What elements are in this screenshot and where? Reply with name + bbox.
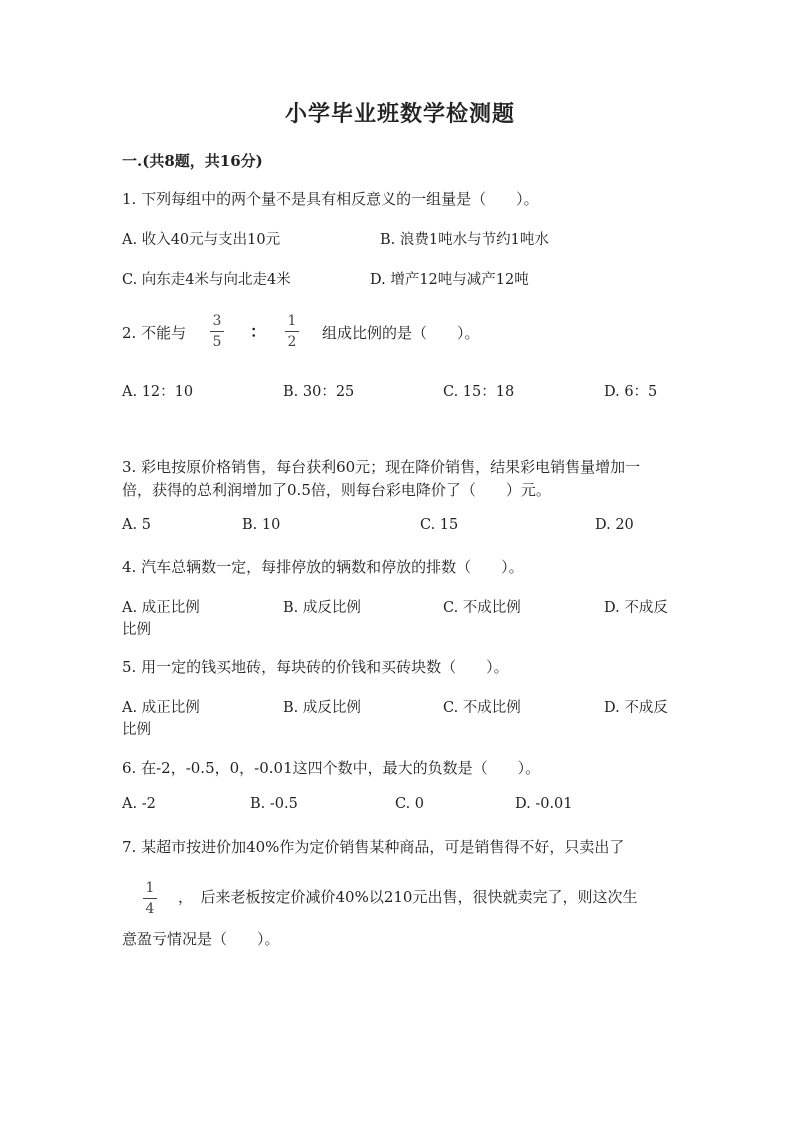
question-1-stem: 1. 下列每组中的两个量不是具有相反意义的一组量是（ ）。: [122, 190, 539, 208]
fraction-numerator: 1: [145, 880, 155, 896]
fraction-denominator: 4: [145, 901, 155, 917]
question-4-option-a: A. 成正比例: [122, 600, 200, 616]
question-5-option-d: D. 不成反: [604, 700, 668, 716]
question-6-option-c: C. 0: [395, 796, 425, 812]
question-2-option-d: D. 6：5: [604, 384, 658, 400]
fraction-denominator: 5: [212, 334, 222, 350]
fraction-numerator: 3: [212, 313, 222, 329]
question-2-stem-start: 2. 不能与: [122, 324, 187, 342]
question-7-stem-line-1: 7. 某超市按进价加40%作为定价销售某种商品，可是销售得不好，只卖出了: [122, 838, 625, 856]
question-6-option-b: B. -0.5: [250, 796, 298, 812]
question-2-ratio-colon: ：: [250, 322, 267, 341]
question-5-stem: 5. 用一定的钱买地砖，每块砖的价钱和买砖块数（ ）。: [122, 658, 509, 676]
question-6-stem: 6. 在-2，-0.5，0，-0.01这四个数中，最大的负数是（ ）。: [122, 759, 541, 777]
question-4-option-d: D. 不成反: [604, 600, 668, 616]
question-5-option-d-wrap: 比例: [122, 722, 151, 738]
question-2-stem-end: 组成比例的是（ ）。: [322, 324, 480, 342]
question-4-option-b: B. 成反比例: [283, 600, 361, 616]
question-3-stem-line-2: 倍，获得的总利润增加了0.5倍，则每台彩电降价了（ ）元。: [122, 481, 551, 499]
question-6-option-d: D. -0.01: [515, 796, 573, 812]
question-2-fraction-1: [210, 313, 224, 350]
fraction-denominator: 2: [287, 334, 297, 350]
question-4-option-c: C. 不成比例: [443, 600, 521, 616]
question-6-option-a: A. -2: [122, 796, 156, 812]
question-1-option-c: C. 向东走4米与向北走4米: [122, 272, 291, 288]
page-title: 小学毕业班数学检测题: [284, 101, 515, 127]
question-2-option-b: B. 30：25: [283, 384, 355, 400]
question-5-option-b: B. 成反比例: [283, 700, 361, 716]
question-3-option-c: C. 15: [420, 517, 459, 533]
question-1-option-d: D. 增产12吨与减产12吨: [370, 272, 529, 288]
fraction-numerator: 1: [287, 313, 297, 329]
question-3-stem-line-1: 3. 彩电按原价格销售，每台获利60元；现在降价销售，结果彩电销售量增加一: [122, 458, 641, 476]
question-2-option-a: A. 12：10: [122, 384, 194, 400]
question-4-option-d-wrap: 比例: [122, 622, 151, 638]
question-3-option-b: B. 10: [242, 517, 281, 533]
fraction-bar: [143, 898, 157, 899]
question-5-option-c: C. 不成比例: [443, 700, 521, 716]
question-1-option-b: B. 浪费1吨水与节约1吨水: [380, 232, 549, 248]
question-3-option-d: D. 20: [595, 517, 634, 533]
question-2-option-c: C. 15：18: [443, 384, 515, 400]
section-heading: 一.(共8题，共16分): [122, 152, 263, 170]
fraction-bar: [210, 331, 224, 332]
question-7-stem-line-2: ， 后来老板按定价减价40%以210元出售，很快就卖完了，则这次生: [178, 888, 638, 906]
fraction-bar: [285, 331, 299, 332]
question-4-stem: 4. 汽车总辆数一定，每排停放的辆数和停放的排数（ ）。: [122, 558, 524, 576]
question-2-fraction-2: [285, 313, 299, 350]
question-3-option-a: A. 5: [122, 517, 151, 533]
question-7-fraction: [143, 880, 157, 917]
question-1-option-a: A. 收入40元与支出10元: [122, 232, 281, 248]
question-7-stem-line-3: 意盈亏情况是（ ）。: [122, 930, 280, 948]
question-5-option-a: A. 成正比例: [122, 700, 200, 716]
